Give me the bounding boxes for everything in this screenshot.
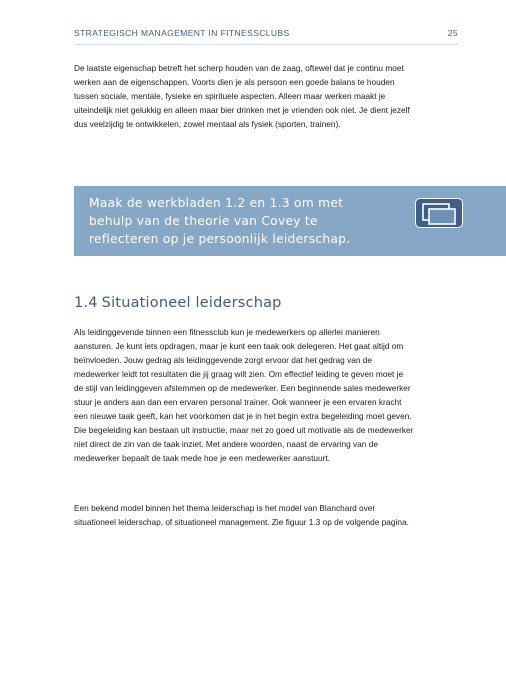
running-header xyxy=(74,28,458,40)
header-divider xyxy=(74,44,458,45)
running-title: STRATEGISCH MANAGEMENT IN FITNESSCLUBS xyxy=(74,28,290,38)
assignment-callout xyxy=(74,186,506,256)
page-number: 25 xyxy=(447,28,458,38)
body-paragraph-2: Een bekend model binnen het thema leiderschap is het model van Blanchard over situationeel leiderschap, of situationeel management. Zie figuur 1.3 op de volgende pagina. xyxy=(74,503,409,527)
section-number: 1.4 xyxy=(74,295,98,311)
body-paragraph-1: Als leidinggevende binnen een fitnessclub kun je medewerkers op allerlei manieren aansturen. Je kunt iets opdragen, maar je kunt een taak ook delegeren. Het gaat altijd om beïnvloeden. Jouw gedrag als leidinggevende zorgt ervoor dat het gedrag van de medewerker leidt tot resultaten die jij graag wilt zien. Om effectief leiding te geven moet je de stijl van leidinggeven afstemmen op de medewerker. Een beginnende sales medewerker stuur je anders aan dan een ervaren personal trainer. Ook wanneer je een ervaren kracht een nieuwe taak geeft, kan het voorkomen dat je in het begin extra begeleiding moet geven. Die begeleiding kan bestaan uit instructie, maar net zo goed uit motivatie als de medewerker niet direct de zin van de taak inziet. Met andere woorden, naast de ervaring van de medewerker bepaalt de taak mede hoe je een medewerker aanstuurt. xyxy=(74,327,414,463)
section-title: Situationeel leiderschap xyxy=(101,295,282,311)
section-heading xyxy=(74,295,282,311)
callout-text: Maak de werkbladen 1.2 en 1.3 om met behulp van de theorie van Covey te reflecteren op je persoonlijk leiderschap. xyxy=(89,196,351,246)
worksheets-icon xyxy=(415,198,463,228)
intro-paragraph: De laatste eigenschap betreft het scherp houden van de zaag, oftewel dat je continu moet werken aan de eigenschappen. Voorts dien je als persoon een goede balans te houden tussen sociale, mentale, fysieke en spirituele aspecten. Alleen maar werken maakt je uiteindelijk niet gelukkig en alleen maar bier drinken met je vrienden ook niet. Je dient jezelf dus veelzijdig te ontwikkelen, zowel mentaal als fysiek (sporten, trainen). xyxy=(74,63,410,129)
